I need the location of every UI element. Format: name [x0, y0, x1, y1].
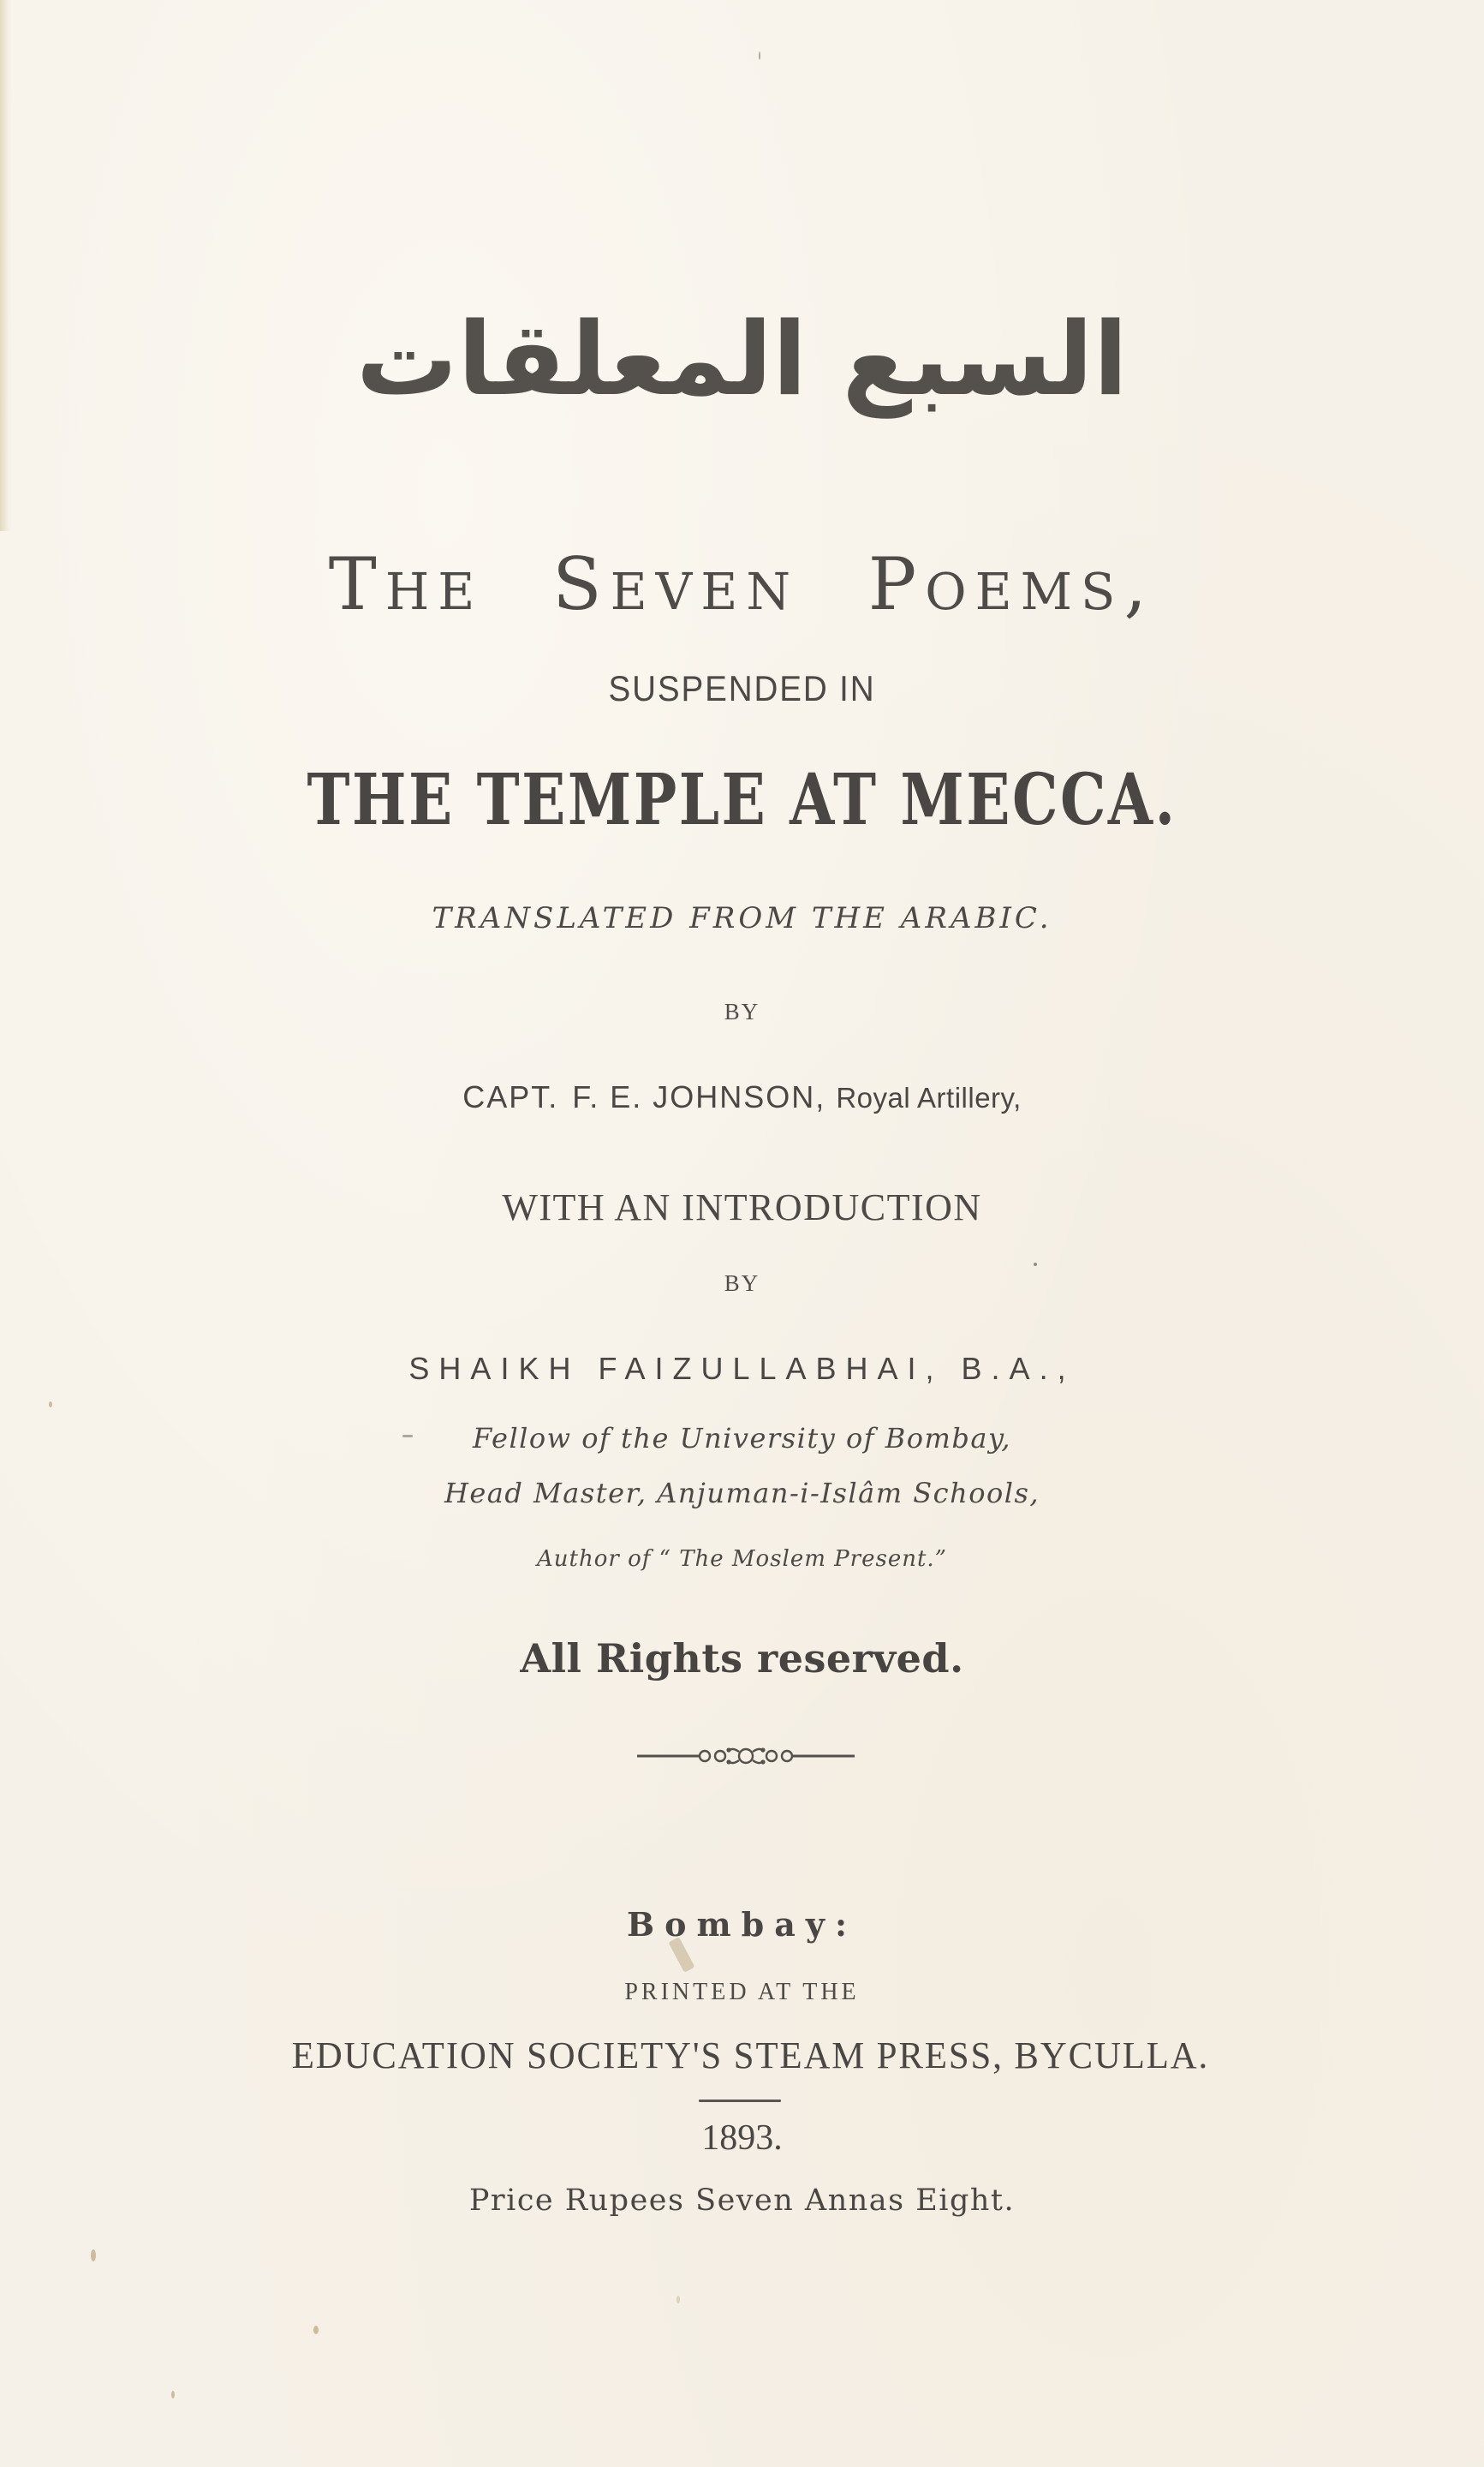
ornamental-dash-rule-icon	[635, 1744, 856, 1768]
translator-name: F. E. JOHNSON,	[572, 1079, 826, 1114]
foxing-speck	[1034, 1263, 1037, 1266]
translator-rank: CAPT.	[462, 1079, 559, 1114]
introduction-author: SHAIKH FAIZULLABHAI, B.A.,	[408, 1351, 1076, 1386]
translator-by-label: BY	[724, 999, 760, 1024]
main-title-word: The	[328, 542, 484, 626]
main-title-word: Seven	[552, 542, 799, 626]
imprint-price: Price Rupees Seven Annas Eight.	[468, 2183, 1016, 2218]
foxing-speck	[676, 2296, 680, 2303]
imprint-press: EDUCATION SOCIETY'S STEAM PRESS, BYCULLA.	[291, 2034, 1210, 2076]
introduction-by-label: BY	[724, 1270, 760, 1296]
translation-note: TRANSLATED FROM THE ARABIC.	[432, 901, 1052, 935]
rights-notice: All Rights reserved.	[520, 1635, 964, 1682]
arabic-title: السبع المعلقات	[355, 300, 1129, 418]
author-credential: Author of “ The Moslem Present.”	[537, 1546, 947, 1572]
foxing-speck	[313, 2326, 319, 2334]
author-credential: Fellow of the University of Bombay,	[473, 1422, 1011, 1455]
imprint-year: 1893.	[701, 2118, 783, 2158]
translator-credit	[0, 1079, 1484, 1114]
imprint-printed-at: PRINTED AT THE	[624, 1979, 860, 2005]
foxing-speck	[49, 1401, 52, 1407]
imprint-city: Bombay:	[627, 1905, 857, 1944]
author-credential: Head Master, Anjuman-i-Islâm Schools,	[444, 1477, 1040, 1509]
introduction-heading: WITH AN INTRODUCTION	[502, 1186, 982, 1228]
subtitle-connector: SUSPENDED IN	[608, 668, 876, 708]
foxing-speck	[91, 2249, 96, 2261]
foxing-speck	[759, 51, 760, 60]
main-title	[0, 542, 1484, 626]
imprint-divider	[699, 2100, 781, 2102]
binding-edge-discoloration	[0, 0, 12, 531]
main-title-word: Poems,	[867, 542, 1156, 626]
subtitle: THE TEMPLE AT MECCA.	[307, 759, 1177, 841]
foxing-speck	[171, 2391, 175, 2398]
translator-affiliation: Royal Artillery,	[836, 1082, 1022, 1114]
